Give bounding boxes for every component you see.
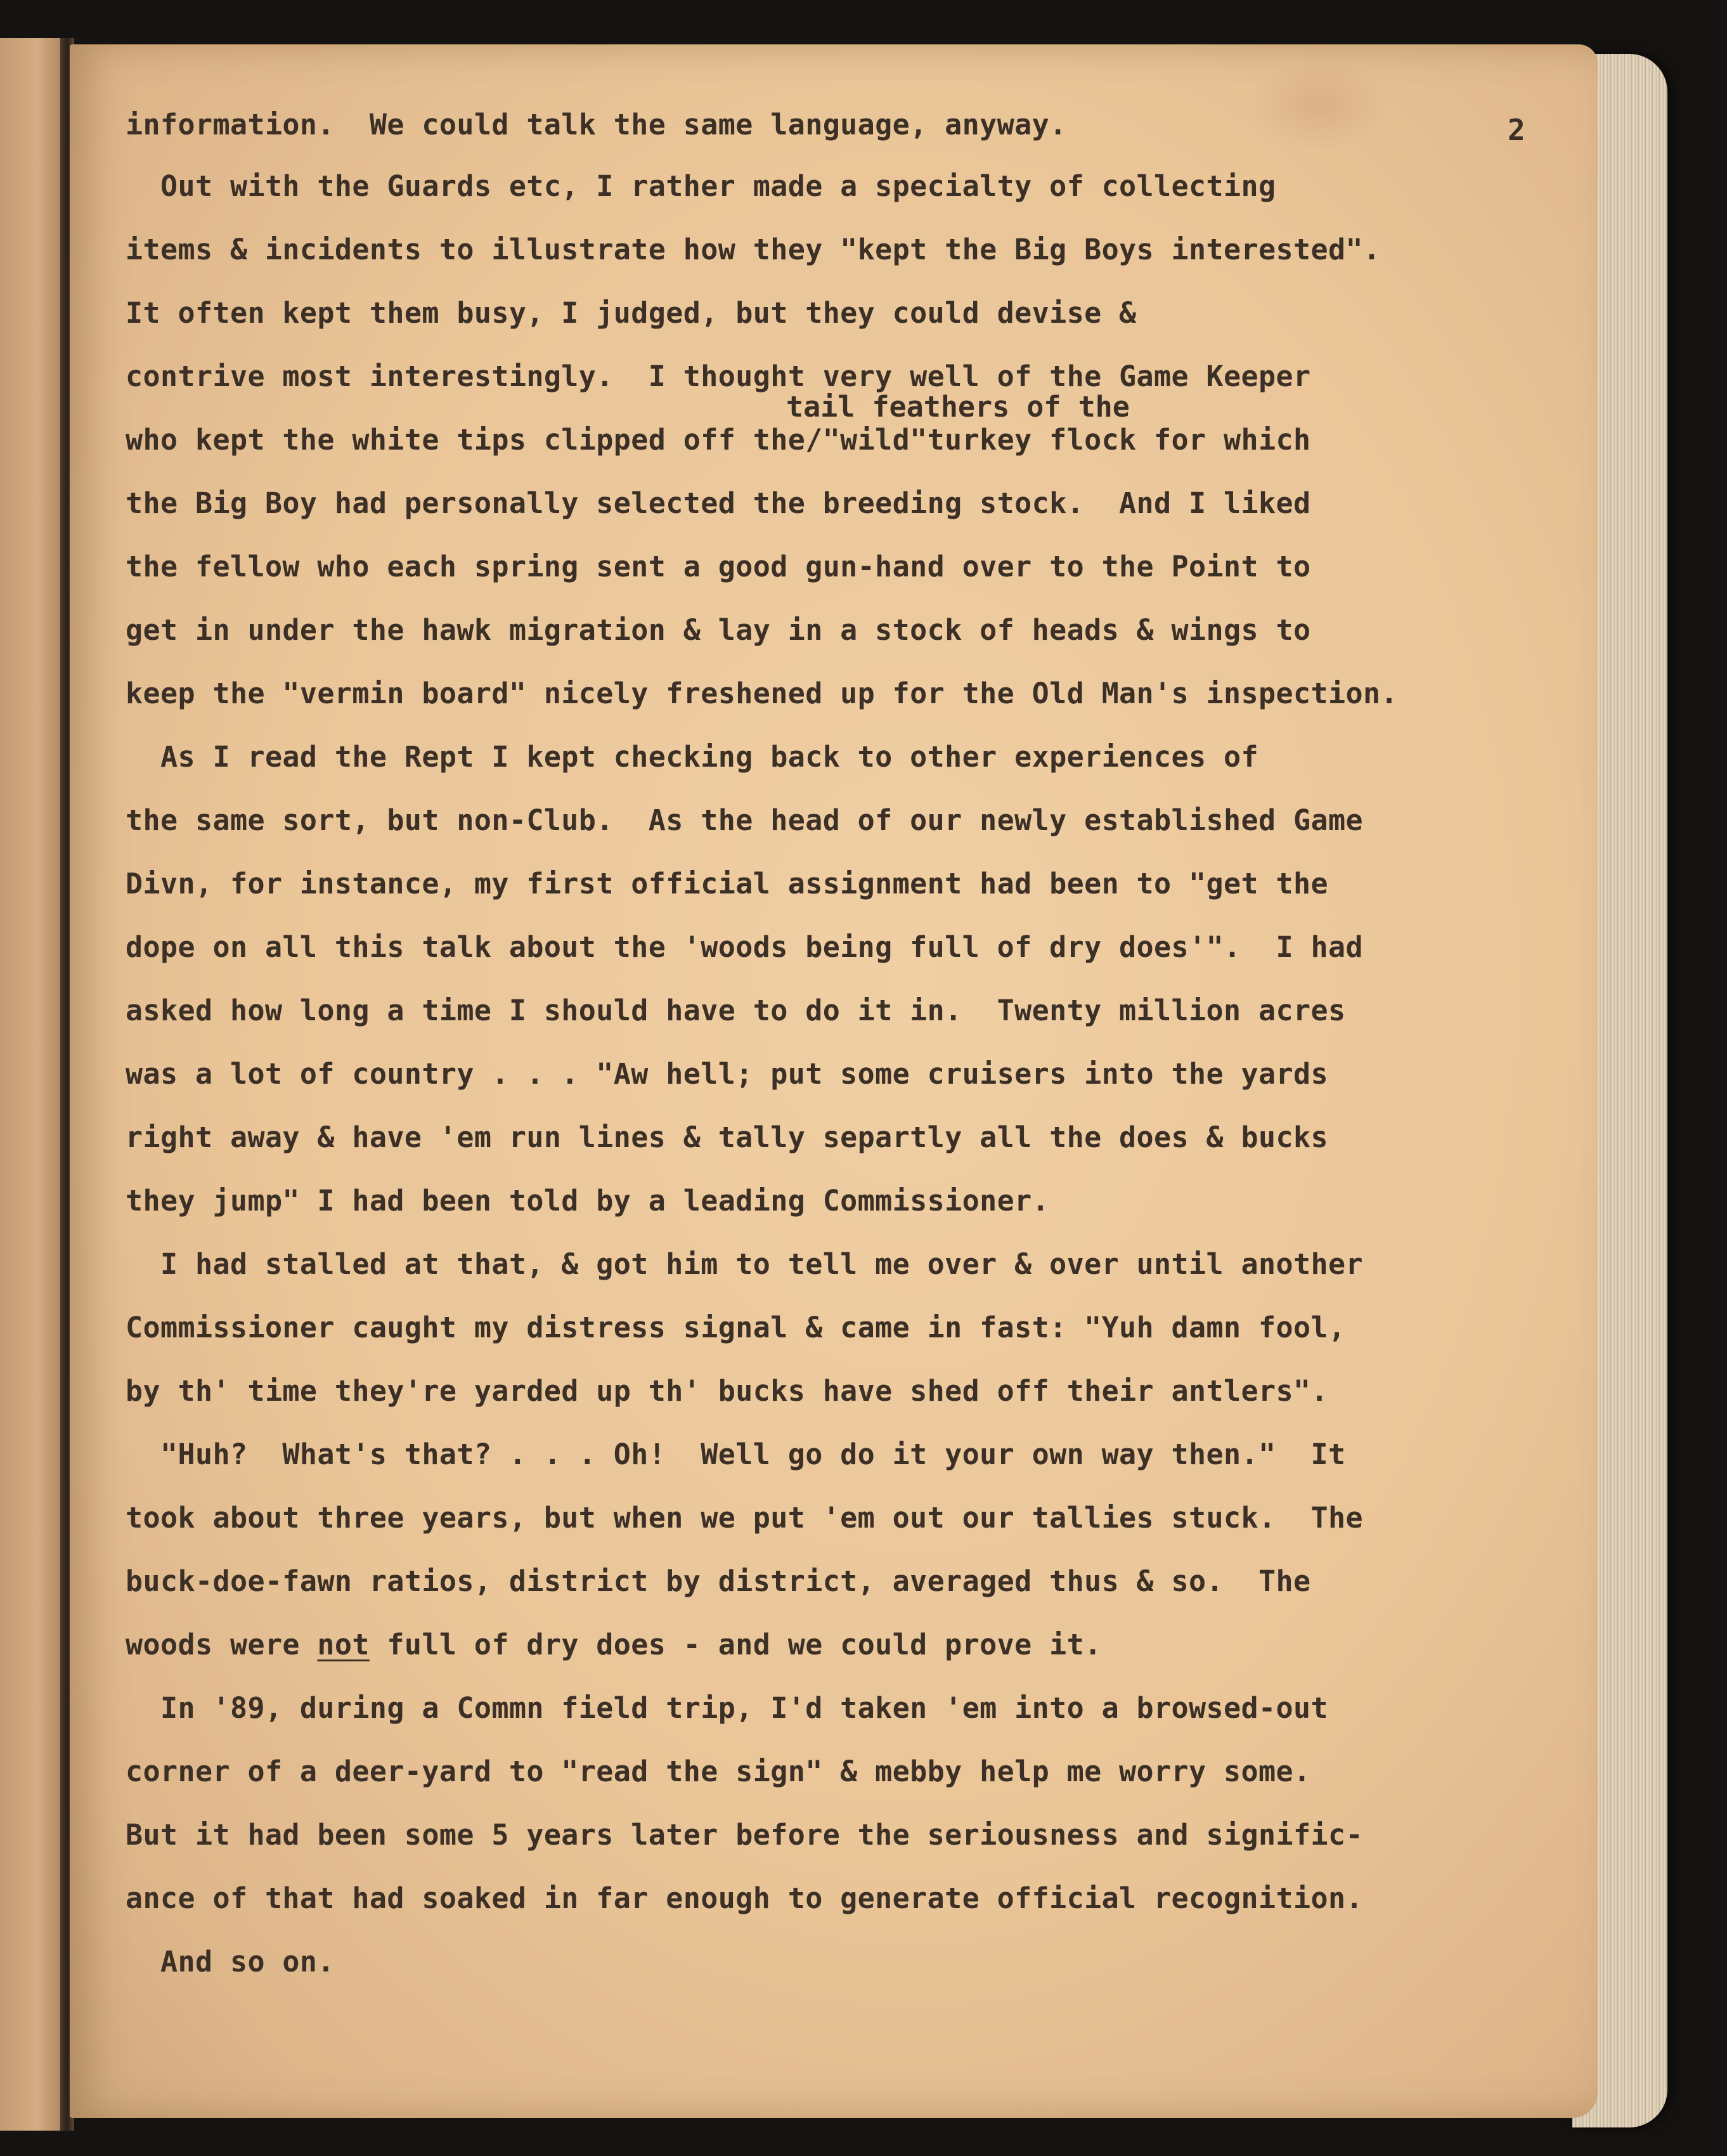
text-line: Out with the Guards etc, I rather made a specialty of collecting: [126, 169, 1276, 203]
text-line: get in under the hawk migration & lay in a stock of heads & wings to: [126, 613, 1311, 647]
text-line: ance of that had soaked in far enough to generate official recognition.: [126, 1881, 1363, 1915]
text-line: right away & have 'em run lines & tally separtly all the does & bucks: [126, 1120, 1328, 1154]
text-line: who kept the white tips clipped off the/"wild"turkey flock for which: [126, 423, 1311, 457]
text-line: the Big Boy had personally selected the breeding stock. And I liked: [126, 486, 1311, 520]
underlined-word: not: [317, 1628, 370, 1661]
text-line: keep the "vermin board" nicely freshened up for the Old Man's inspection.: [126, 677, 1398, 710]
text-line: In '89, during a Commn field trip, I'd taken 'em into a browsed-out: [126, 1691, 1328, 1725]
text-line: It often kept them busy, I judged, but they could devise &: [126, 296, 1137, 330]
document-page: [70, 44, 1598, 2118]
text-line: asked how long a time I should have to do it in. Twenty million acres: [126, 994, 1346, 1027]
text-line: contrive most interestingly. I thought very well of the Game Keeper: [126, 360, 1311, 393]
text-line-with-underline: [126, 1628, 1102, 1661]
text-line: Divn, for instance, my first official assignment had been to "get the: [126, 867, 1328, 900]
text-line: the fellow who each spring sent a good gun-hand over to the Point to: [126, 550, 1311, 583]
text-line: corner of a deer-yard to "read the sign" & mebby help me worry some.: [126, 1755, 1311, 1788]
interlinear-insertion: tail feathers of the: [786, 390, 1130, 424]
text-segment: full of dry does - and we could prove it.: [369, 1628, 1102, 1661]
text-line: they jump" I had been told by a leading Commissioner.: [126, 1184, 1050, 1218]
text-line: the same sort, but non-Club. As the head of our newly established Game: [126, 803, 1363, 837]
text-line: "Huh? What's that? . . . Oh! Well go do it your own way then." It: [126, 1438, 1346, 1471]
text-line: was a lot of country . . . "Aw hell; put some cruisers into the yards: [126, 1057, 1328, 1091]
text-line: by th' time they're yarded up th' bucks have shed off their antlers".: [126, 1374, 1328, 1408]
paper-stain: [1249, 57, 1388, 152]
text-line: Commissioner caught my distress signal & came in fast: "Yuh damn fool,: [126, 1311, 1346, 1344]
text-line: information. We could talk the same language, anyway.: [126, 108, 1067, 141]
text-line: But it had been some 5 years later before the seriousness and signific-: [126, 1818, 1363, 1852]
text-line: I had stalled at that, & got him to tell me over & over until another: [126, 1247, 1363, 1281]
text-line: buck-doe-fawn ratios, district by district, averaged thus & so. The: [126, 1564, 1311, 1598]
text-line: items & incidents to illustrate how they "kept the Big Boys interested".: [126, 233, 1381, 266]
text-line: dope on all this talk about the 'woods being full of dry does'". I had: [126, 930, 1363, 964]
text-line: And so on.: [126, 1945, 335, 1978]
text-line: took about three years, but when we put 'em out our tallies stuck. The: [126, 1501, 1363, 1535]
text-line: As I read the Rept I kept checking back to other experiences of: [126, 740, 1258, 774]
page-number: 2: [1508, 113, 1525, 147]
text-segment: woods were: [126, 1628, 318, 1661]
facing-page-edge: [0, 38, 68, 2131]
